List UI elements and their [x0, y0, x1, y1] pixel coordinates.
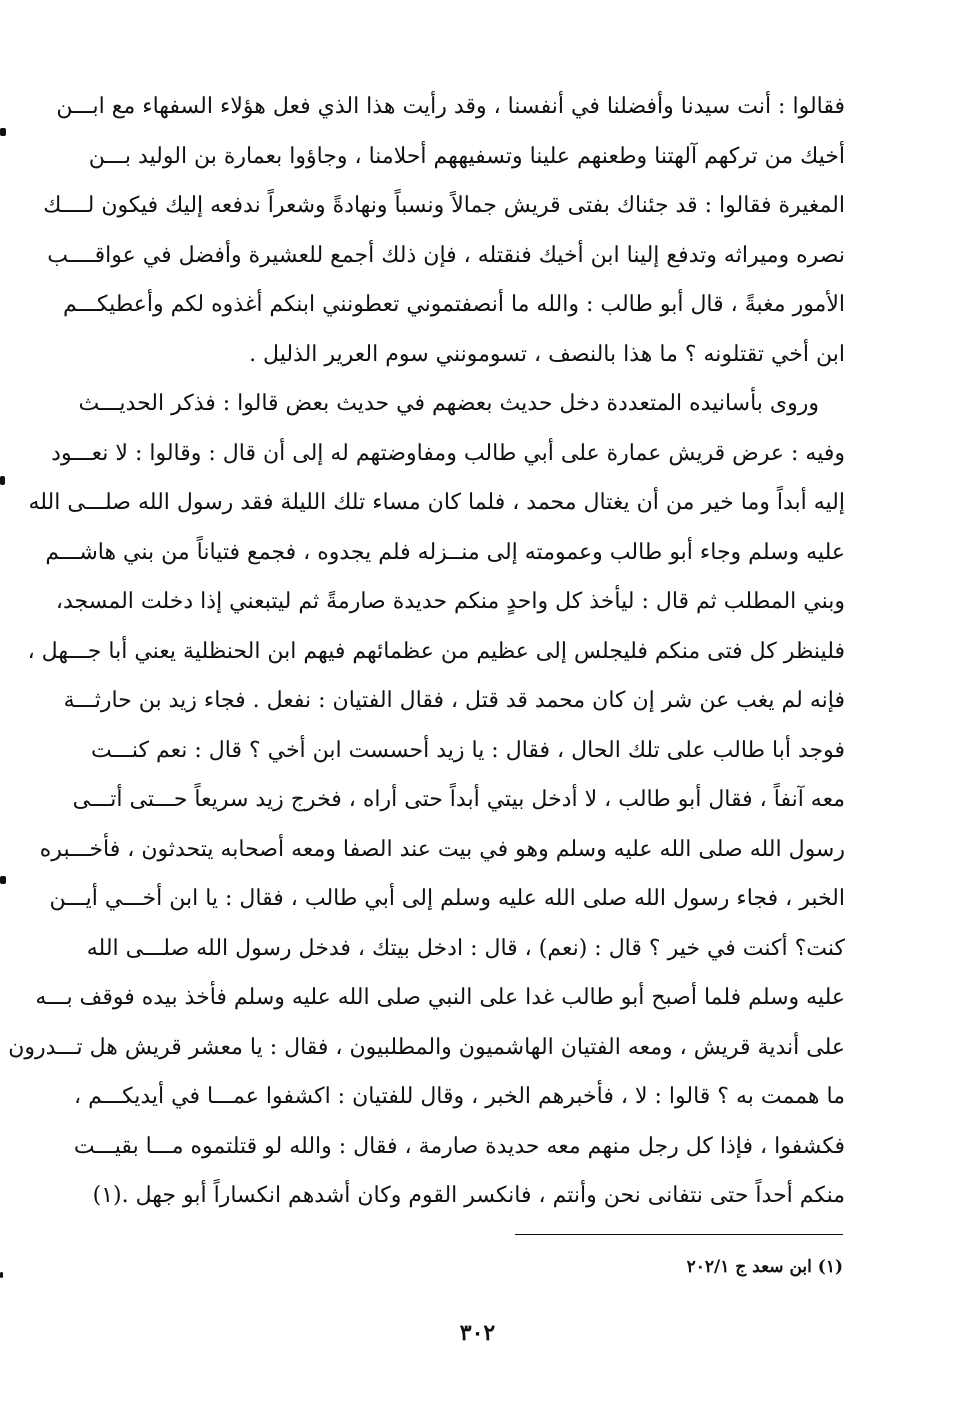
- footnote: (١) ابن سعد ج ٢٠٢/١: [686, 1257, 843, 1277]
- text-line: فإنه لم يغب عن شر إن كان محمد قد قتل ، فقال الفتيان : نفعل . فجاء زيد بن حارثـــة: [63, 688, 845, 713]
- scan-speck: [0, 1272, 3, 1278]
- text-line: كنت؟ أكنت في خير ؟ قال : (نعم) ، قال : ادخل بيتك ، فدخل رسول الله صلـــى الله: [86, 935, 845, 961]
- text-line: معه آنفاً ، فقال أبو طالب ، لا أدخل بيتي أبداً حتى أراه ، فخرج زيد سريعاً حـــتى أتـــى: [72, 787, 845, 812]
- text-line: وفيه : عرض قريش عمارة على أبي طالب ومفاوضتهم له إلى أن قال : وقالوا : لا نعـــود: [51, 440, 845, 466]
- text-line: وروى بأسانيده المتعددة دخل حديث بعضهم في حديث بعض قالوا : فذكر الحديـــث: [78, 391, 819, 416]
- text-line: المغيرة فقالوا : قد جئناك بفتى قريش جمالاً ونسباً ونهادةً وشعراً ندفعه إليك فيكون لــــك: [43, 193, 845, 218]
- text-line: ما هممت به ؟ قالوا : لا ، فأخبرهم الخبر ، وقال للفتيان : اكشفوا عمـــا في أيديكـــم ،: [74, 1084, 845, 1109]
- page-number: ٣٠٢: [459, 1320, 496, 1346]
- text-line: الخبر ، فجاء رسول الله صلى الله عليه وسلم إلى أبي طالب ، فقال : يا ابن أخـــي أيـــن: [49, 886, 845, 911]
- scan-speck: [0, 876, 6, 884]
- text-line: على أندية قريش ، ومعه الفتيان الهاشميون والمطلبيون ، فقال : يا معشر قريش هل تـــدرون: [8, 1034, 845, 1060]
- text-line: عليه وسلم وجاء أبو طالب وعمومته إلى منــزله فلم يجدوه ، فجمع فتياناً من بني هاشـــم: [45, 539, 845, 565]
- scan-speck: [0, 476, 5, 485]
- body-text: [8, 82, 845, 1221]
- scan-speck: [0, 128, 6, 136]
- text-line: فوجد أبا طالب على تلك الحال ، فقال : يا زيد أحسست ابن أخي ؟ قال : نعم كنـــت: [90, 737, 845, 763]
- text-line: وبني المطلب ثم قال : ليأخذ كل واحدٍ منكم حديدة صارمةً ثم ليتبعني إذا دخلت المسجد،: [55, 589, 845, 614]
- footnote-separator: [515, 1234, 843, 1235]
- text-line: فكشفوا ، فإذا كل رجل منهم معه حديدة صارمة ، فقال : والله لو قتلتموه مـــا بقيـــت: [73, 1133, 845, 1159]
- text-line: نصره وميراثه وتدفع إلينا ابن أخيك فنقتله ، فإن ذلك أجمع للعشيرة وأفضل في عواقــــب: [47, 242, 845, 268]
- text-line: منكم أحداً حتى نتفانى نحن وأنتم ، فانكسر القوم وكان أشدهم انكساراً أبو جهل .(١): [92, 1183, 845, 1208]
- text-line: عليه وسلم فلما أصبح أبو طالب غدا على النبي صلى الله عليه وسلم فأخذ بيده فوقف بـــه: [35, 985, 845, 1010]
- text-line: ابن أخي تقتلونه ؟ ما هذا بالنصف ، تسومونني سوم العرير الذليل .: [249, 341, 845, 367]
- text-line: فلينظر كل فتى منكم فليجلس إلى عظيم من عظمائهم فيهم ابن الحنظلية يعني أبا جـــهل ،: [27, 638, 845, 664]
- text-line: إليه أبداً وما خير من أن يغتال محمد ، فلما كان مساء تلك الليلة فقد رسول الله صلـــى الله: [28, 490, 845, 515]
- text-line: الأمور مغبةً ، قال أبو طالب : والله ما أنصفتموني تعطونني ابنكم أغذوه لكم وأعطيكـــم: [62, 292, 845, 317]
- text-line: أخيك من تركهم آلهتنا وطعنهم علينا وتسفيههم أحلامنا ، وجاؤوا بعمارة بن الوليد بـــن: [88, 143, 845, 169]
- text-line: فقالوا : أنت سيدنا وأفضلنا في أنفسنا ، وقد رأيت هذا الذي فعل هؤلاء السفهاء مع ابـــن: [56, 94, 845, 119]
- text-line: رسول الله صلى الله عليه وسلم وهو في بيت عند الصفا ومعه أصحابه يتحدثون ، فأخـــبره: [39, 836, 845, 862]
